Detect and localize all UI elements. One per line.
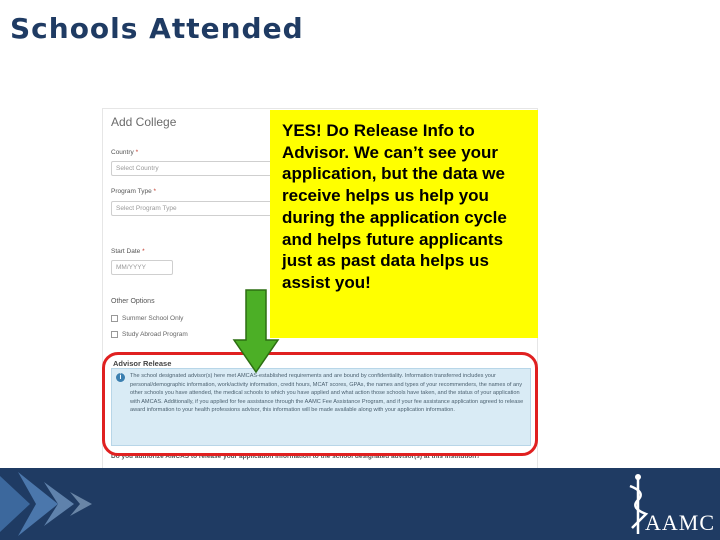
start-date-placeholder: MM/YYYY (116, 264, 146, 271)
country-placeholder: Select Country (116, 165, 159, 172)
program-type-placeholder: Select Program Type (116, 205, 177, 212)
advisor-release-title: Advisor Release (113, 359, 172, 368)
callout-note: YES! Do Release Info to Advisor. We can’t see your application, but the data we receive helps us help you during the application cycle and helps future applicants just as past data helps us assist you! (270, 110, 538, 338)
summer-school-label: Summer School Only (122, 315, 184, 322)
study-abroad-checkbox[interactable] (111, 331, 118, 338)
start-date-label (111, 248, 145, 255)
required-mark: * (135, 149, 139, 156)
advisor-release-text: The school designated advisor(s) here met AMCAS-established requirements and are bound by confidentiality. Information transferred includes your personal/demographic information, work/activity information, credit hours, MCAT scores, GPAs, the names and types of your recommenders, the names of any other schools you have attended, the medical schools to which you have applied and what action those schools have taken, and the status of your application with AMCAS. Additionally, if you applied for fee assistance through the AAMC Fee Assistance Program, and if your fee assistance application agreed to release award information to your health professions advisor, this information will be made available along with your application information. (130, 373, 524, 414)
required-mark: * (482, 453, 485, 460)
program-type-label-text: Program Type (111, 188, 152, 195)
required-mark: * (153, 188, 157, 195)
add-college-heading: Add College (111, 115, 177, 129)
chevron-pattern-icon (0, 468, 110, 540)
summer-school-checkbox[interactable] (111, 315, 118, 322)
advisor-release-highlight (102, 352, 538, 456)
country-label (111, 149, 138, 156)
program-type-label (111, 188, 156, 195)
required-mark: * (142, 248, 145, 255)
other-options-label: Other Options (111, 298, 155, 305)
study-abroad-label: Study Abroad Program (122, 331, 188, 338)
study-abroad-option[interactable] (111, 331, 188, 338)
info-icon: i (116, 373, 125, 382)
program-type-select[interactable] (111, 201, 277, 216)
country-select[interactable] (111, 161, 277, 176)
slide-title: Schools Attended (10, 12, 304, 45)
country-label-text: Country (111, 149, 134, 156)
summer-school-option[interactable] (111, 315, 183, 322)
aamc-logo-text: AAMC (645, 510, 716, 535)
start-date-label-text: Start Date (111, 248, 141, 255)
authorize-question-text: Do you authorize AMCAS to release your application information to the school designated advisor(s) at this institution? (111, 453, 481, 460)
start-date-input[interactable] (111, 260, 173, 275)
